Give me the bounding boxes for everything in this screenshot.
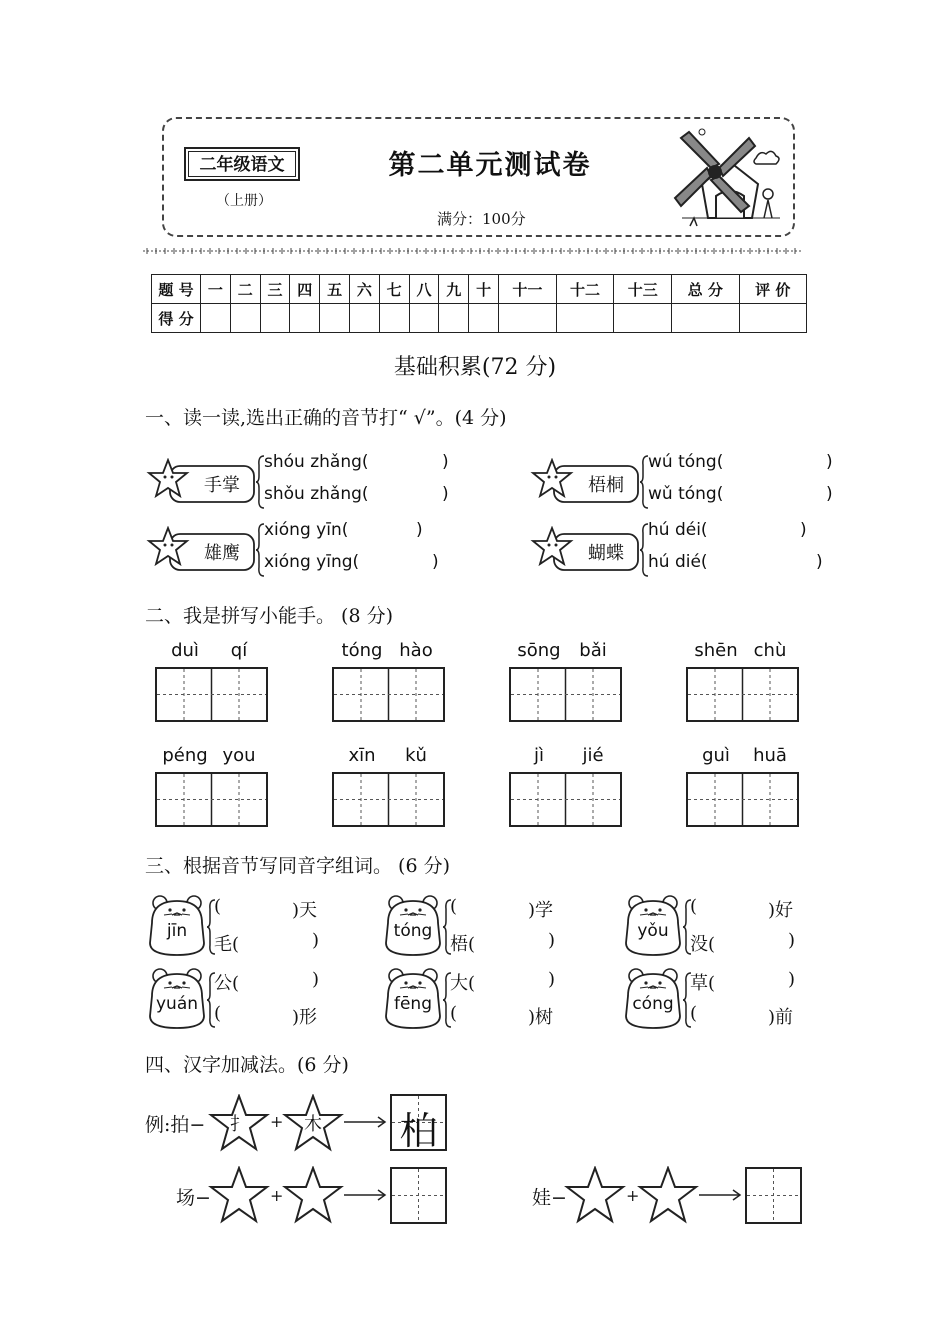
q1-word: 雄鹰 bbox=[204, 543, 240, 564]
example-part2: 木 bbox=[304, 1114, 322, 1135]
pinyin-label: yǒu bbox=[637, 921, 669, 941]
word-blank-start: 梧( bbox=[450, 934, 476, 955]
word-blank-end: ) bbox=[548, 930, 556, 951]
section-title: 基础积累(72 分) bbox=[393, 355, 557, 380]
tian-grid bbox=[511, 774, 620, 825]
plus-sign: + bbox=[270, 1186, 284, 1205]
score-cell[interactable] bbox=[672, 304, 739, 333]
score-col: 十 bbox=[469, 275, 499, 304]
word-blank-end: )树 bbox=[528, 1007, 554, 1028]
q4-title: 四、汉字加减法。(6 分) bbox=[145, 1054, 349, 1076]
score-cell[interactable] bbox=[498, 304, 556, 333]
word-blank-start: ( bbox=[690, 1003, 698, 1024]
score-col: 七 bbox=[379, 275, 409, 304]
pinyin-label: chù bbox=[753, 640, 787, 661]
answer-bracket-close[interactable]: ) bbox=[800, 520, 807, 540]
page-title: 第二单元测试卷 bbox=[388, 150, 592, 181]
full-score: 满分：100分 bbox=[437, 210, 526, 228]
answer-bracket-close[interactable]: ) bbox=[442, 484, 449, 504]
arrow-icon bbox=[344, 1189, 388, 1201]
windmill-icon bbox=[672, 122, 790, 230]
answer-bracket-close[interactable]: ) bbox=[826, 484, 833, 504]
tian-grid bbox=[157, 774, 266, 825]
word-blank-start: 没( bbox=[690, 934, 716, 955]
word-blank-start: ( bbox=[690, 896, 698, 917]
score-col: 三 bbox=[260, 275, 290, 304]
score-col: 十三 bbox=[614, 275, 672, 304]
word-blank-start: 公( bbox=[214, 973, 240, 994]
pinyin-label: péng bbox=[162, 745, 208, 766]
score-cell[interactable] bbox=[614, 304, 672, 333]
score-row-label: 题 号 bbox=[152, 275, 201, 304]
pinyin-option: wú tóng( bbox=[648, 452, 724, 472]
pinyin-label: you bbox=[222, 745, 256, 766]
word-blank-end: ) bbox=[312, 930, 320, 951]
answer-bracket-close[interactable]: ) bbox=[816, 552, 823, 572]
writing-grid[interactable] bbox=[509, 667, 622, 722]
writing-grid[interactable] bbox=[509, 772, 622, 827]
answer-bracket-close[interactable]: ) bbox=[442, 452, 449, 472]
star-icon[interactable] bbox=[208, 1166, 270, 1224]
score-col: 六 bbox=[349, 275, 379, 304]
q4-item2-label: 娃− bbox=[532, 1187, 567, 1209]
pinyin-label: guì bbox=[702, 745, 730, 766]
writing-grid[interactable] bbox=[686, 667, 799, 722]
score-cell[interactable] bbox=[349, 304, 379, 333]
writing-grid[interactable] bbox=[332, 772, 445, 827]
word-blank-start: 大( bbox=[450, 973, 476, 994]
pinyin-label: huā bbox=[753, 745, 787, 766]
word-blank-end: )前 bbox=[768, 1007, 794, 1028]
score-header-row bbox=[152, 275, 807, 304]
pinyin-option: shǒu zhǎng( bbox=[264, 484, 369, 504]
plus-sign: + bbox=[270, 1112, 284, 1131]
word-blank-end: )学 bbox=[528, 900, 554, 921]
score-col: 总 分 bbox=[672, 275, 739, 304]
answer-box[interactable] bbox=[745, 1167, 802, 1224]
pinyin-label: sōng bbox=[517, 640, 561, 661]
score-col: 四 bbox=[290, 275, 320, 304]
pinyin-label: tóng bbox=[393, 921, 433, 941]
score-cell[interactable] bbox=[439, 304, 469, 333]
score-col: 五 bbox=[320, 275, 350, 304]
word-blank-end: ) bbox=[312, 969, 320, 990]
pinyin-option: hú déi( bbox=[648, 520, 708, 540]
q4-example-label: 例:拍− bbox=[145, 1114, 206, 1136]
word-blank-start: ( bbox=[214, 1003, 222, 1024]
pinyin-label: qí bbox=[230, 640, 248, 661]
tian-grid bbox=[334, 669, 443, 720]
star-icon[interactable] bbox=[282, 1166, 344, 1224]
score-col: 二 bbox=[230, 275, 260, 304]
pinyin-option: xióng yīng( bbox=[264, 552, 360, 572]
pinyin-label: fēng bbox=[393, 994, 432, 1014]
word-blank-end: )天 bbox=[292, 900, 318, 921]
score-col: 评 价 bbox=[739, 275, 807, 304]
word-blank-end: ) bbox=[788, 930, 796, 951]
score-cell[interactable] bbox=[320, 304, 350, 333]
answer-bracket-close[interactable]: ) bbox=[416, 520, 423, 540]
writing-grid[interactable] bbox=[686, 772, 799, 827]
plus-sign: + bbox=[626, 1186, 640, 1205]
score-cell[interactable] bbox=[201, 304, 231, 333]
tian-grid bbox=[747, 1169, 800, 1222]
word-blank-start: ( bbox=[450, 896, 458, 917]
score-cell[interactable] bbox=[409, 304, 439, 333]
arrow-icon bbox=[344, 1116, 388, 1128]
pinyin-label: cóng bbox=[632, 994, 674, 1014]
score-cell[interactable] bbox=[739, 304, 807, 333]
example-result: 柏 bbox=[399, 1109, 438, 1153]
word-blank-start: ( bbox=[214, 896, 222, 917]
score-row-label: 得 分 bbox=[152, 304, 201, 333]
pinyin-option: shóu zhǎng( bbox=[264, 452, 369, 472]
q2-title: 二、我是拼写小能手。 (8 分) bbox=[145, 605, 393, 627]
tian-grid bbox=[392, 1169, 445, 1222]
word-blank-end: ) bbox=[788, 969, 796, 990]
star-icon[interactable] bbox=[637, 1166, 699, 1224]
tian-grid bbox=[688, 774, 797, 825]
writing-grid[interactable] bbox=[155, 667, 268, 722]
word-blank-start: 毛( bbox=[214, 934, 240, 955]
answer-bracket-close[interactable]: ) bbox=[826, 452, 833, 472]
score-col: 九 bbox=[439, 275, 469, 304]
tian-grid bbox=[157, 669, 266, 720]
word-blank-start: ( bbox=[450, 1003, 458, 1024]
q1-word: 蝴蝶 bbox=[588, 543, 624, 564]
pinyin-label: jié bbox=[582, 745, 604, 766]
tian-grid bbox=[334, 774, 443, 825]
pinyin-label: shēn bbox=[694, 640, 738, 661]
example-part1: 扌 bbox=[230, 1114, 248, 1135]
score-cell[interactable] bbox=[260, 304, 290, 333]
word-blank-start: 草( bbox=[690, 973, 716, 994]
score-col: 八 bbox=[409, 275, 439, 304]
pinyin-label: xīn bbox=[348, 745, 376, 766]
score-cell[interactable] bbox=[556, 304, 614, 333]
q4-item1-label: 场− bbox=[176, 1187, 211, 1209]
word-blank-end: ) bbox=[548, 969, 556, 990]
example-result-box bbox=[390, 1094, 447, 1151]
score-col: 十二 bbox=[556, 275, 614, 304]
pinyin-label: bǎi bbox=[579, 640, 607, 661]
arrow-icon bbox=[699, 1189, 743, 1201]
pinyin-option: hú dié( bbox=[648, 552, 708, 572]
q1-word: 手掌 bbox=[204, 475, 240, 496]
star-icon[interactable] bbox=[564, 1166, 626, 1224]
pinyin-label: jīn bbox=[166, 921, 188, 941]
pinyin-label: tóng bbox=[341, 640, 383, 661]
score-cell[interactable] bbox=[290, 304, 320, 333]
grade-badge bbox=[184, 147, 300, 181]
score-cell[interactable] bbox=[469, 304, 499, 333]
score-value-row bbox=[152, 304, 807, 333]
word-blank-end: )形 bbox=[292, 1007, 318, 1028]
tian-grid bbox=[511, 669, 620, 720]
writing-grid[interactable] bbox=[155, 772, 268, 827]
score-table bbox=[151, 274, 807, 333]
volume-label: （上册） bbox=[216, 193, 272, 209]
q1-word: 梧桐 bbox=[588, 475, 624, 496]
answer-bracket-close[interactable]: ) bbox=[432, 552, 439, 572]
pinyin-label: yuán bbox=[155, 994, 199, 1014]
pinyin-label: jì bbox=[533, 745, 544, 766]
grade-label: 二年级语文 bbox=[188, 151, 296, 177]
pinyin-label: kǔ bbox=[405, 745, 427, 766]
score-cell[interactable] bbox=[379, 304, 409, 333]
pinyin-option: wǔ tóng( bbox=[648, 484, 724, 504]
tian-grid bbox=[688, 669, 797, 720]
q3-title: 三、根据音节写同音字组词。 (6 分) bbox=[145, 855, 450, 877]
q1-title: 一、读一读,选出正确的音节打“ √”。(4 分) bbox=[145, 407, 507, 429]
score-cell[interactable] bbox=[230, 304, 260, 333]
pinyin-label: duì bbox=[171, 640, 199, 661]
score-col: 一 bbox=[201, 275, 231, 304]
pinyin-option: xióng yīn( bbox=[264, 520, 349, 540]
header-divider bbox=[143, 248, 801, 254]
word-blank-end: )好 bbox=[768, 900, 794, 921]
pinyin-label: hào bbox=[399, 640, 433, 661]
answer-box[interactable] bbox=[390, 1167, 447, 1224]
score-col: 十一 bbox=[498, 275, 556, 304]
writing-grid[interactable] bbox=[332, 667, 445, 722]
